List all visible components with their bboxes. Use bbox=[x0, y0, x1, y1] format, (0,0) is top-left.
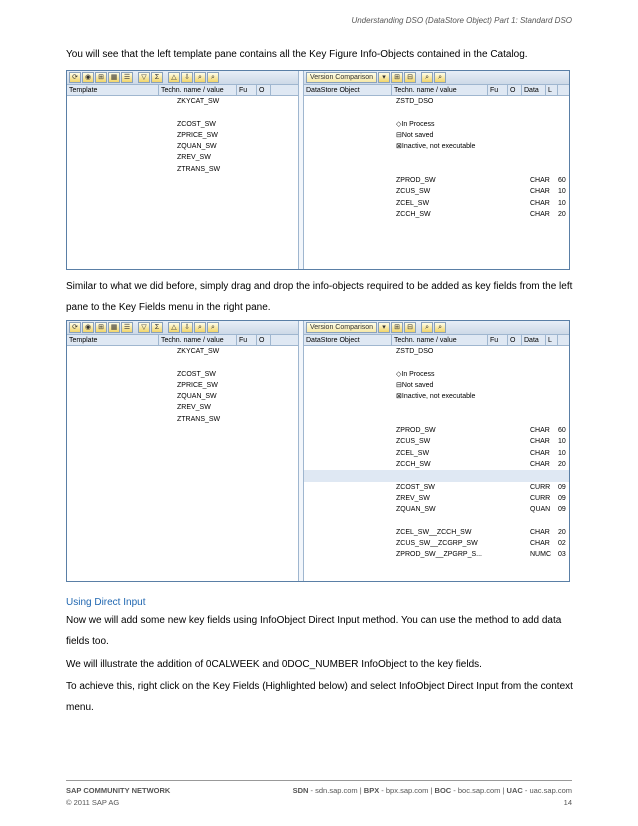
expand-icon[interactable]: ⊞ bbox=[391, 322, 403, 333]
tree-row[interactable]: ZCUS_SW CHAR 10 bbox=[304, 186, 569, 197]
dso-header bbox=[304, 335, 569, 346]
dso-toolbar bbox=[304, 71, 569, 85]
collapse-icon[interactable]: ⊟ bbox=[404, 322, 416, 333]
tree-row[interactable]: ZQUAN_SW QUAN 09 bbox=[304, 504, 569, 515]
tree-row[interactable] bbox=[67, 107, 298, 118]
print-icon[interactable]: △ bbox=[168, 72, 180, 83]
col-techn[interactable]: Techn. name / value bbox=[392, 85, 488, 95]
find-icon[interactable]: ⌕ bbox=[421, 72, 433, 83]
refresh-icon[interactable]: ⟳ bbox=[69, 322, 81, 333]
col-l[interactable]: L bbox=[546, 85, 558, 95]
col-techn[interactable]: Techn. name / value bbox=[159, 85, 237, 95]
col-template[interactable]: Template bbox=[67, 85, 159, 95]
dso-pane bbox=[303, 71, 569, 269]
screenshot-2 bbox=[66, 320, 570, 582]
tree-row[interactable]: ZPROD_SW__ZPGRP_S... NUMC 03 bbox=[304, 549, 569, 560]
tree-row: ◇ In Process bbox=[304, 369, 569, 380]
grid-icon[interactable]: ▦ bbox=[108, 322, 120, 333]
tree-row[interactable] bbox=[304, 402, 569, 413]
paragraph-4: We will illustrate the addition of 0CALWEEK and 0DOC_NUMBER InfoObject to the key fields. bbox=[66, 659, 482, 670]
dropdown-icon[interactable]: ▾ bbox=[378, 72, 390, 83]
paragraph-2: Similar to what we did before, simply drag and drop the info-objects required to be added as key fields from the left pane to the Key Fields menu in the right pane. bbox=[66, 281, 573, 313]
filter-icon[interactable]: ▽ bbox=[138, 72, 150, 83]
tree-row[interactable]: ZQUAN_SW bbox=[67, 391, 298, 402]
tree-row: ⊠ Inactive, not executable bbox=[304, 141, 569, 152]
footer-copyright: © 2011 SAP AG bbox=[66, 798, 120, 807]
template-toolbar bbox=[67, 71, 298, 85]
section-heading: Using Direct Input bbox=[66, 597, 146, 608]
tree-row: ◇ In Process bbox=[304, 119, 569, 130]
footer-rule bbox=[66, 780, 572, 781]
dso-pane bbox=[303, 321, 569, 581]
footer-network: SAP COMMUNITY NETWORK bbox=[66, 786, 171, 795]
tree-row[interactable] bbox=[304, 220, 569, 231]
template-header bbox=[67, 335, 298, 346]
tree-row[interactable]: ZKYCAT_SW bbox=[67, 346, 298, 357]
filter-icon[interactable]: ▽ bbox=[138, 322, 150, 333]
col-data[interactable]: Data bbox=[522, 85, 546, 95]
paragraph-1: You will see that the left template pane contains all the Key Figure Info-Objects contained in the Catalog. bbox=[66, 49, 528, 60]
tree-row[interactable]: ZREV_SW bbox=[67, 402, 298, 413]
tree-row[interactable]: ZSTD_DSO bbox=[304, 96, 569, 107]
print-icon[interactable]: △ bbox=[168, 322, 180, 333]
col-o[interactable]: O bbox=[508, 335, 522, 345]
tree-row[interactable]: ZCEL_SW CHAR 10 bbox=[304, 198, 569, 209]
find-next-icon[interactable]: ⌕ bbox=[434, 72, 446, 83]
tree-row[interactable]: ZCEL_SW CHAR 10 bbox=[304, 448, 569, 459]
sum-icon[interactable]: Σ bbox=[151, 72, 163, 83]
col-dso[interactable]: DataStore Object bbox=[304, 335, 392, 345]
version-comparison-button[interactable]: Version Comparison bbox=[306, 72, 377, 83]
tree-row[interactable] bbox=[304, 232, 569, 243]
col-techn[interactable]: Techn. name / value bbox=[392, 335, 488, 345]
bpx-link[interactable]: bpx.sap.com bbox=[385, 786, 429, 795]
tree-row: ⊠ Inactive, not executable bbox=[304, 391, 569, 402]
col-o[interactable]: O bbox=[257, 85, 271, 95]
export-icon[interactable]: ⇩ bbox=[181, 322, 193, 333]
tree-row[interactable]: ZCCH_SW CHAR 20 bbox=[304, 209, 569, 220]
col-fu[interactable]: Fu bbox=[488, 335, 508, 345]
tree-row[interactable]: ZREV_SW bbox=[67, 152, 298, 163]
tree-row[interactable]: ZCOST_SW bbox=[67, 119, 298, 130]
sum-icon[interactable]: Σ bbox=[151, 322, 163, 333]
find-next-icon[interactable]: ⌕ bbox=[207, 322, 219, 333]
grid-icon[interactable]: ▦ bbox=[108, 72, 120, 83]
col-l[interactable]: L bbox=[546, 335, 558, 345]
tree-row[interactable]: ZCCH_SW CHAR 20 bbox=[304, 459, 569, 470]
tree-row[interactable] bbox=[304, 164, 569, 175]
find-icon[interactable]: ⌕ bbox=[421, 322, 433, 333]
tree-row[interactable] bbox=[304, 470, 569, 481]
tree-row[interactable] bbox=[304, 561, 569, 572]
list-icon[interactable]: ☰ bbox=[121, 72, 133, 83]
tree-row[interactable]: ZCUS_SW__ZCGRP_SW CHAR 02 bbox=[304, 538, 569, 549]
dso-toolbar bbox=[304, 321, 569, 335]
tree-row[interactable] bbox=[304, 243, 569, 254]
tree-row[interactable]: ZCEL_SW__ZCCH_SW CHAR 20 bbox=[304, 527, 569, 538]
tree-row[interactable]: ZPROD_SW CHAR 60 bbox=[304, 425, 569, 436]
dso-header bbox=[304, 85, 569, 96]
tree-row[interactable] bbox=[304, 107, 569, 118]
tree-row[interactable]: ZCOST_SW CURR 09 bbox=[304, 482, 569, 493]
display-icon[interactable]: ◉ bbox=[82, 72, 94, 83]
find-next-icon[interactable]: ⌕ bbox=[207, 72, 219, 83]
tree-row[interactable] bbox=[304, 152, 569, 163]
tree-icon[interactable]: ⊞ bbox=[95, 322, 107, 333]
boc-link[interactable]: boc.sap.com bbox=[457, 786, 501, 795]
col-template[interactable]: Template bbox=[67, 335, 159, 345]
version-comparison-button[interactable]: Version Comparison bbox=[306, 322, 377, 333]
template-pane bbox=[67, 321, 299, 581]
col-techn[interactable]: Techn. name / value bbox=[159, 335, 237, 345]
tree-row[interactable]: ZPRICE_SW bbox=[67, 130, 298, 141]
dropdown-icon[interactable]: ▾ bbox=[378, 322, 390, 333]
template-toolbar bbox=[67, 321, 298, 335]
tree-row[interactable] bbox=[304, 414, 569, 425]
paragraph-5: To achieve this, right click on the Key Fields (Highlighted below) and select InfoObject Direct Input from the context menu. bbox=[66, 681, 573, 713]
refresh-icon[interactable]: ⟳ bbox=[69, 72, 81, 83]
tree-row[interactable]: ZKYCAT_SW bbox=[67, 96, 298, 107]
tree-row[interactable]: ZCOST_SW bbox=[67, 369, 298, 380]
col-fu[interactable]: Fu bbox=[237, 85, 257, 95]
uac-link[interactable]: uac.sap.com bbox=[529, 786, 572, 795]
tree-row[interactable]: ZPRICE_SW bbox=[67, 380, 298, 391]
tree-row[interactable]: ZSTD_DSO bbox=[304, 346, 569, 357]
paragraph-3: Now we will add some new key fields using InfoObject Direct Input method. You can use the method to add data fields too. bbox=[66, 615, 562, 647]
expand-icon[interactable]: ⊞ bbox=[391, 72, 403, 83]
tree-row[interactable] bbox=[304, 357, 569, 368]
tree-row[interactable]: ZQUAN_SW bbox=[67, 141, 298, 152]
display-icon[interactable]: ◉ bbox=[82, 322, 94, 333]
col-o[interactable]: O bbox=[257, 335, 271, 345]
find-next-icon[interactable]: ⌕ bbox=[434, 322, 446, 333]
export-icon[interactable]: ⇩ bbox=[181, 72, 193, 83]
tree-row: ⊟ Not saved bbox=[304, 380, 569, 391]
col-dso[interactable]: DataStore Object bbox=[304, 85, 392, 95]
running-header: Understanding DSO (DataStore Object) Part 1: Standard DSO bbox=[351, 16, 572, 25]
tree-row[interactable] bbox=[67, 357, 298, 368]
col-fu[interactable]: Fu bbox=[237, 335, 257, 345]
template-pane bbox=[67, 71, 299, 269]
sdn-link[interactable]: sdn.sap.com bbox=[315, 786, 358, 795]
collapse-icon[interactable]: ⊟ bbox=[404, 72, 416, 83]
tree-row[interactable] bbox=[304, 515, 569, 526]
template-header bbox=[67, 85, 298, 96]
footer-links: SDN - sdn.sap.com | BPX - bpx.sap.com | BOC - boc.sap.com | UAC - uac.sap.com bbox=[292, 786, 572, 795]
find-icon[interactable]: ⌕ bbox=[194, 72, 206, 83]
page-number: 14 bbox=[563, 798, 572, 807]
col-o[interactable]: O bbox=[508, 85, 522, 95]
find-icon[interactable]: ⌕ bbox=[194, 322, 206, 333]
screenshot-1 bbox=[66, 70, 570, 270]
tree-row[interactable]: ZTRANS_SW bbox=[67, 164, 298, 175]
col-data[interactable]: Data bbox=[522, 335, 546, 345]
tree-row[interactable]: ZTRANS_SW bbox=[67, 414, 298, 425]
tree-icon[interactable]: ⊞ bbox=[95, 72, 107, 83]
col-fu[interactable]: Fu bbox=[488, 85, 508, 95]
tree-row[interactable]: ZPROD_SW CHAR 60 bbox=[304, 175, 569, 186]
list-icon[interactable]: ☰ bbox=[121, 322, 133, 333]
tree-row[interactable]: ZREV_SW CURR 09 bbox=[304, 493, 569, 504]
tree-row: ⊟ Not saved bbox=[304, 130, 569, 141]
tree-row[interactable]: ZCUS_SW CHAR 10 bbox=[304, 436, 569, 447]
